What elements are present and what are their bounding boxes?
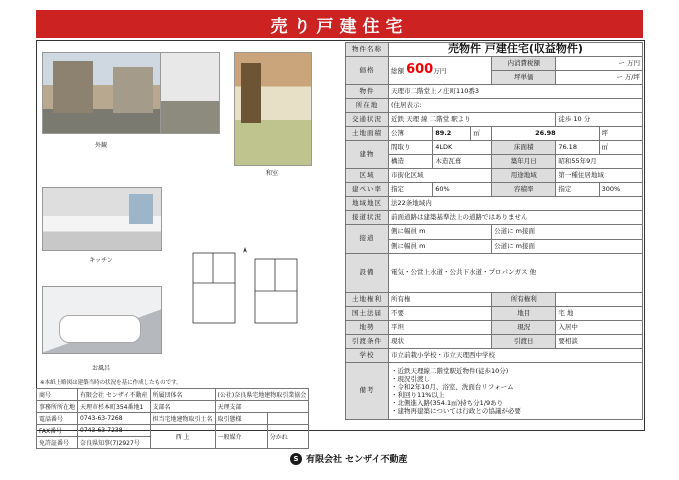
washitsu-caption: 和室 xyxy=(265,170,278,177)
exterior-photo xyxy=(42,52,162,134)
remarks: ・近鉄天理線二階堂駅近物件(徒歩10分) ・現況引渡し ・令和2年10月、浴室、洗面台リフォーム ・利回り11%以上 ・北側進入路(354.1㎡)持ち分1/9あり ・建物再建築については行政との協議が必要 xyxy=(389,363,643,420)
bath-caption: お風呂 xyxy=(91,365,110,372)
agent-table: 商号 有限会社 センザイ不動産 所属団体名 (公社)奈良県宅地建物取引業協会 事務所所在地 天理市杉本町354番地1 支部名 天理支部 電話番号 0743-63-7268 担当宅地建物取引士名 取引態様 FAX番号 0743-63-7238 西 上 一般媒介 分かれ 免許証番号 奈良県知事(7)2927号 xyxy=(36,388,309,449)
floor-plan xyxy=(185,245,305,345)
exterior-caption: 外観 xyxy=(94,142,107,149)
kitchen-photo xyxy=(42,187,162,251)
logo-icon: S xyxy=(290,453,302,465)
washitsu-photo xyxy=(234,52,312,166)
bath-photo xyxy=(42,286,162,354)
page-title: 売り戸建住宅 xyxy=(36,10,643,38)
note: ※本紙上略図は建築当時の状況を基に作成したものです。 xyxy=(40,380,182,386)
company-logo: S 有限会社 センザイ不動産 xyxy=(290,452,408,465)
property-name: 売物件 戸建住宅(収益物件) xyxy=(448,42,583,56)
price: 600 xyxy=(406,62,434,78)
kitchen-caption: キッチン xyxy=(89,257,113,264)
side-photo xyxy=(160,52,220,134)
spec-table: 物件名称 売物件 戸建住宅(収益物件) 価格 総額 600万円 内消費税額 ー 万円 坪単価 ー 万/坪 物件 天理市二階堂上ノ庄町110番3 所在地 (住居表示: 交通状況 近鉄 天理 線 二階堂 駅より 徒歩 10 分 土地面積 公簿 89.2 ㎡ 26.98 坪 建物 間取り 4LDK 床面積 76.18 ㎡ 構造 木造瓦葺 築年月日 昭和55年9月 区域 市街化区域 用途地域 第一種住居地域 建ぺい率 指定 60% 容積率 指定 300% 地域地区 法22条地域内 接道状況 前面道路は建築基準法上の道路ではありません 接道 側に幅員 m 公道に m接面 側に幅員 m 公道に m接面 設備 電気・公営上水道・公共下水道・プロパンガス 他 土地権利 所有権 所有権利 国土法届 不要 地目 宅 地 地勢 平坦 現況 入居中 引渡条件 現状 引渡日 要相談 学校 市立前栽小学校・市立天理西中学校 備考 ・近鉄天理線二階堂駅近物件(徒歩10分) ・現況引渡し ・令和2年10月、浴室、洗面台リフォーム ・利回り11%以上 ・北側進入路(354.1㎡)持ち分1/9あり ・建物再建築については行政との協議が必要 xyxy=(345,42,643,420)
